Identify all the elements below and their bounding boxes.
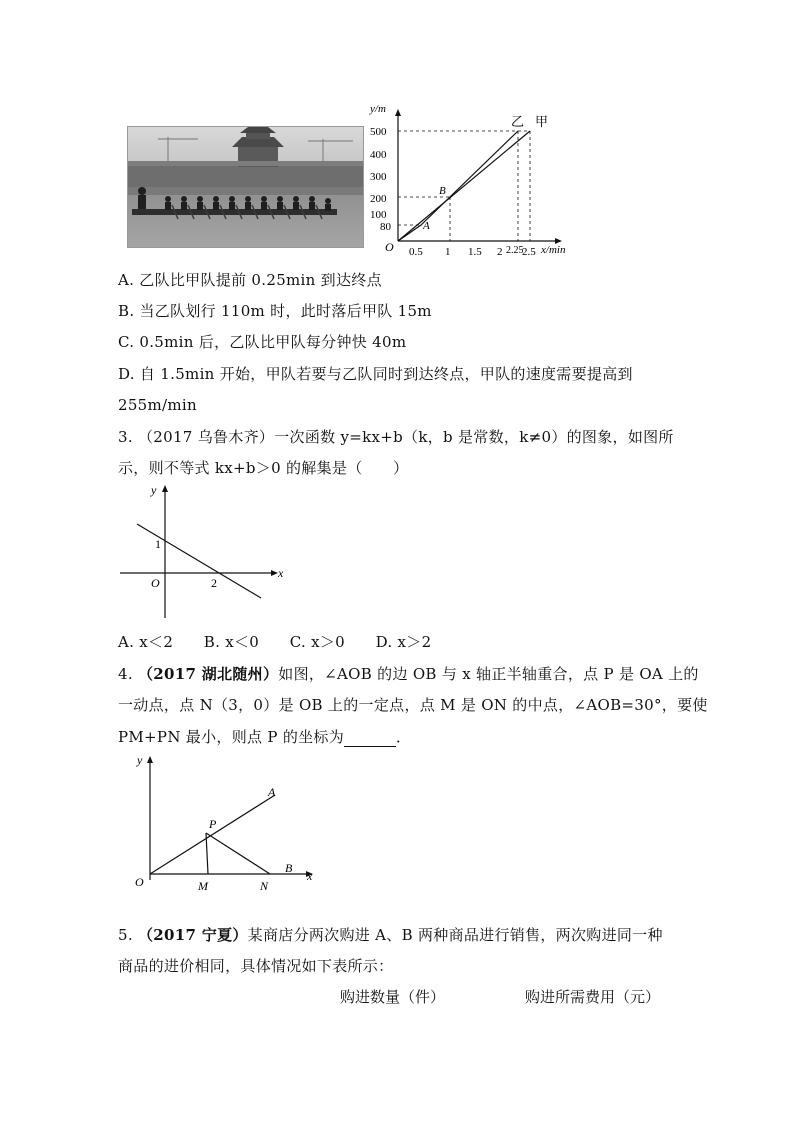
- series-jia-line: [398, 131, 530, 241]
- q2-option-c: C. 0.5min 后，乙队比甲队每分钟快 40m: [118, 333, 407, 351]
- point-b-label: B: [439, 185, 446, 197]
- q2-option-a: A. 乙队比甲队提前 0.25min 到达终点: [118, 271, 382, 289]
- y-tick-80: 80: [380, 221, 391, 233]
- q2-option-d-continued: 255m/min: [118, 396, 197, 414]
- q4-number: 4.: [118, 665, 133, 683]
- x-tick-2: 2: [497, 246, 503, 258]
- table-header-cost: 购进所需费用（元）: [525, 988, 661, 1006]
- q4-line3-end: ．: [396, 728, 412, 746]
- q4-text-line2: 一动点，点 N（3，0）是 OB 上的一定点，点 M 是 ON 的中点，∠AOB=30°，要使: [118, 696, 708, 714]
- q4-line1-rest: 如图，∠AOB 的边 OB 与 x 轴正半轴重合，点 P 是 OA 上的: [278, 665, 699, 683]
- race-graph: [365, 100, 565, 260]
- q5-source: （2017 宁夏）: [138, 926, 248, 944]
- x-axis-label: x: [278, 566, 284, 580]
- point-m-label: M: [198, 879, 208, 892]
- q3-text-line1: 3. （2017 乌鲁木齐）一次函数 y=kx+b（k，b 是常数，k≠0）的图象，如图所: [118, 428, 674, 446]
- y-axis-label: y: [151, 483, 157, 497]
- point-p-label: P: [209, 817, 217, 831]
- q4-graph: [125, 752, 325, 892]
- series-yi-line: [398, 131, 518, 241]
- x-tick-1.5: 1.5: [468, 246, 482, 258]
- q5-text-line2: 商品的进价相同，具体情况如下表所示：: [118, 957, 394, 975]
- x-tick-0.5: 0.5: [409, 246, 423, 258]
- y-axis-arrow-icon: [147, 756, 153, 763]
- dragon-boat-photo: [127, 126, 364, 248]
- x-tick-2.5: 2.5: [522, 246, 536, 258]
- q3-graph: [115, 480, 295, 620]
- q5-line1-rest: 某商店分两次购进 A、B 两种商品进行销售，两次购进同一种: [247, 926, 663, 944]
- q4-source: （2017 湖北随州）: [138, 665, 279, 683]
- table-header-quantity: 购进数量（件）: [340, 988, 446, 1006]
- q2-option-d: D. 自 1.5min 开始，甲队若要与乙队同时到达终点，甲队的速度需要提高到: [118, 365, 633, 383]
- origin-label: O: [135, 875, 144, 889]
- y-tick-100: 100: [370, 209, 387, 221]
- x-axis-label: x: [307, 869, 313, 883]
- y-axis-arrow-icon: [162, 485, 168, 492]
- q3-text-line2: 示，则不等式 kx+b＞0 的解集是（ ）: [118, 459, 409, 477]
- y-tick-400: 400: [370, 149, 387, 161]
- segment-pn: [206, 833, 270, 874]
- q4-text-line3: [118, 727, 411, 747]
- point-b-label: B: [285, 861, 293, 875]
- origin-label: O: [385, 240, 394, 254]
- y-tick-500: 500: [370, 126, 387, 138]
- x-tick-2.25: 2.25: [506, 245, 524, 256]
- point-n-label: N: [260, 879, 269, 892]
- x-axis-label: x/min: [541, 244, 565, 256]
- dragon-boat-image: [128, 127, 363, 247]
- y-axis-label: y/m: [370, 103, 386, 115]
- y-tick-300: 300: [370, 171, 387, 183]
- x-axis-arrow-icon: [271, 570, 278, 576]
- y-axis-arrow-icon: [395, 109, 401, 116]
- q2-option-b: B. 当乙队划行 110m 时，此时落后甲队 15m: [118, 302, 432, 320]
- point-a-label: A: [423, 220, 430, 232]
- ray-oa: [150, 795, 275, 874]
- x-tick-1: 1: [445, 246, 451, 258]
- answer-blank[interactable]: [344, 732, 396, 747]
- q4-text-line1: [118, 664, 699, 684]
- y-tick-200: 200: [370, 193, 387, 205]
- series-yi-label: 乙: [511, 114, 525, 129]
- y-intercept-label: 1: [155, 537, 161, 551]
- q5-text-line1: [118, 925, 663, 945]
- x-intercept-label: 2: [211, 576, 217, 590]
- q3-options: A. x＜2 B. x＜0 C. x＞0 D. x＞2: [118, 633, 432, 651]
- segment-pm: [206, 833, 208, 874]
- y-axis-label: y: [137, 753, 143, 767]
- origin-label: O: [151, 576, 160, 590]
- series-jia-label: 甲: [535, 114, 549, 129]
- q4-line3-text: PM+PN 最小，则点 P 的坐标为: [118, 728, 345, 746]
- q5-number: 5.: [118, 926, 133, 944]
- point-a-label: A: [268, 785, 276, 799]
